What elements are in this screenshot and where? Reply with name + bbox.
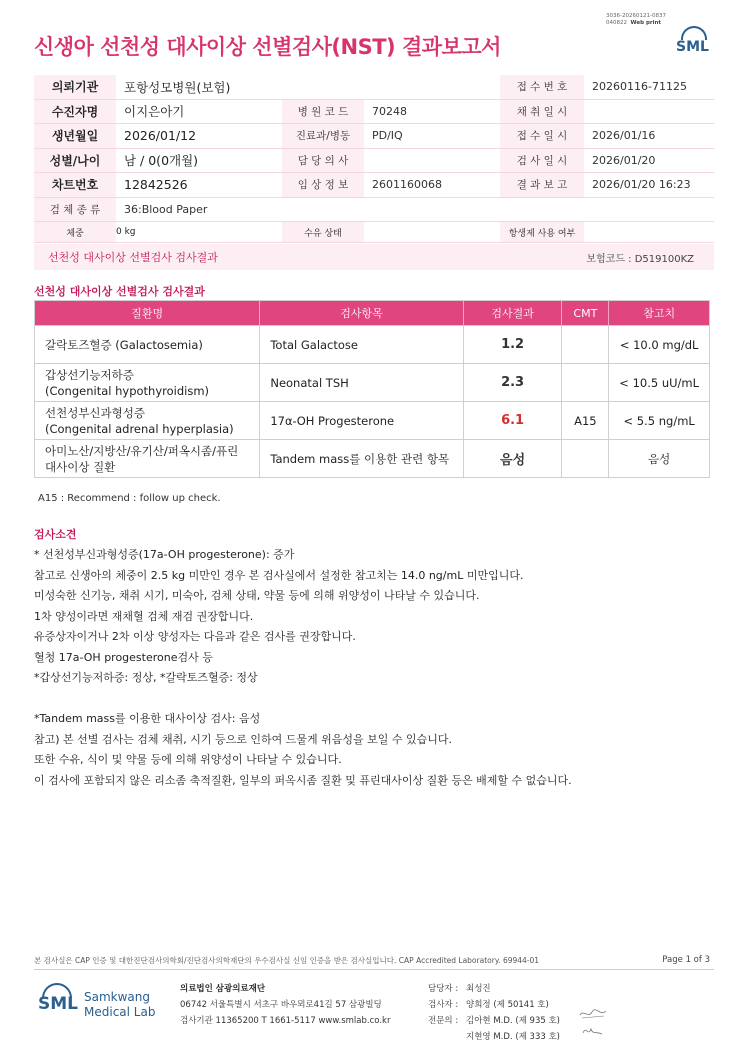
info-value bbox=[364, 149, 372, 173]
sml-logo bbox=[672, 24, 716, 66]
column-header: 참고치 bbox=[643, 307, 676, 320]
info-label: 검 사 일 시 bbox=[500, 149, 584, 173]
info-value bbox=[584, 100, 592, 124]
cmt-code: A15 bbox=[562, 402, 609, 439]
samkwang-logo bbox=[38, 981, 158, 1025]
info-label: 성별/나이 bbox=[34, 149, 116, 173]
info-value: 2026/01/12 bbox=[124, 128, 197, 144]
disease-name bbox=[35, 364, 260, 401]
patient-info-table bbox=[34, 75, 714, 243]
cmt-code bbox=[562, 326, 609, 363]
test-result: 음성 bbox=[464, 440, 563, 477]
info-label: 의뢰기관 bbox=[34, 75, 116, 99]
logo-name-line: Medical Lab bbox=[84, 1005, 156, 1019]
staff-row bbox=[428, 1029, 560, 1045]
logo-text: SML bbox=[676, 39, 709, 55]
doc-id-line: 040822 bbox=[606, 20, 627, 26]
test-item: 17α-OH Progesterone bbox=[260, 402, 463, 439]
staff-role: 검사자 : bbox=[428, 1000, 459, 1010]
test-item: Neonatal TSH bbox=[260, 364, 463, 401]
footer-divider bbox=[34, 969, 714, 970]
reference-range: 음성 bbox=[648, 451, 671, 466]
page-number: Page 1 of 3 bbox=[662, 955, 710, 965]
info-value: 2026/01/20 bbox=[592, 153, 656, 167]
staff-role: 담당자 : bbox=[428, 984, 459, 994]
findings-line: 이 검사에 포함되지 않은 리소좀 축적질환, 일부의 퍼옥시좀 질환 및 퓨린대사이상 질환 등은 배제할 수 없습니다. bbox=[34, 773, 572, 787]
logo-name-line: Samkwang bbox=[84, 990, 150, 1004]
info-value: 2026/01/16 bbox=[592, 129, 656, 143]
info-row bbox=[34, 222, 714, 243]
info-label: 임 상 정 보 bbox=[282, 173, 364, 197]
disease-line: (Congenital hypothyroidism) bbox=[45, 383, 210, 398]
logo-arc-icon bbox=[681, 26, 707, 40]
reference-range: < 10.5 uU/mL bbox=[619, 375, 700, 390]
findings-line: 참고로 신생아의 체중이 2.5 kg 미만인 경우 본 검사실에서 설정한 참고치는 14.0 ng/mL 미만입니다. bbox=[34, 568, 524, 582]
doc-id-line: 3036-20260121-0837 bbox=[606, 13, 666, 19]
disease-line: 갈락토즈혈증 (Galactosemia) bbox=[45, 337, 203, 352]
reference-range: < 10.0 mg/dL bbox=[619, 337, 699, 352]
staff-row bbox=[428, 997, 560, 1013]
column-header: 검사항목 bbox=[260, 301, 463, 325]
results-section-title: 선천성 대사이상 선별검사 검사결과 bbox=[34, 285, 205, 298]
table-row bbox=[35, 363, 709, 401]
info-value: 이지은아기 bbox=[124, 104, 185, 120]
info-row bbox=[34, 149, 714, 174]
info-label: 결 과 보 고 bbox=[500, 173, 584, 197]
info-value: 2601160068 bbox=[372, 178, 442, 192]
web-print-label: Web print bbox=[630, 20, 662, 26]
findings-line: * 선천성부신과형성증(17a-OH progesterone): 증가 bbox=[34, 548, 295, 561]
findings-line: 혈청 17a-OH progesterone검사 등 bbox=[34, 650, 213, 664]
disease-name bbox=[35, 440, 260, 477]
table-row bbox=[35, 401, 709, 439]
info-row bbox=[34, 198, 714, 223]
info-value: 0 kg bbox=[116, 227, 136, 237]
logo-sml-text: SML bbox=[38, 994, 78, 1014]
org-name: 의료법인 삼광의료재단 bbox=[180, 984, 266, 994]
org-address: 06742 서울특별시 서초구 바우뫼로41길 57 삼광빌딩 bbox=[180, 1000, 382, 1010]
staff-name: 최성진 bbox=[466, 984, 491, 994]
findings-line bbox=[34, 689, 572, 710]
summary-bar bbox=[34, 244, 714, 270]
column-header: CMT bbox=[562, 301, 609, 325]
info-label: 채 취 일 시 bbox=[500, 100, 584, 124]
info-value: 12842526 bbox=[124, 177, 188, 193]
disease-line: 대사이상 질환 bbox=[45, 459, 116, 474]
info-value: 36:Blood Paper bbox=[124, 202, 208, 216]
info-value: 2026/01/20 16:23 bbox=[592, 178, 691, 192]
page-title: 신생아 선천성 대사이상 선별검사(NST) 결과보고서 bbox=[34, 35, 501, 59]
test-result: 1.2 bbox=[464, 326, 563, 363]
info-row bbox=[34, 75, 714, 100]
findings-line: 또한 수유, 식이 및 약물 등에 의해 위양성이 나타날 수 있습니다. bbox=[34, 753, 342, 766]
info-label: 검 체 종 류 bbox=[34, 198, 116, 222]
findings-line: 1차 양성이라면 재채혈 검체 재검 권장합니다. bbox=[34, 609, 254, 623]
info-label: 차트번호 bbox=[34, 173, 116, 197]
info-value: PD/IQ bbox=[372, 129, 403, 143]
findings-line: 미성숙한 신기능, 채취 시기, 미숙아, 검체 상태, 약물 등에 의해 위양성이 나타날 수 있습니다. bbox=[34, 589, 480, 602]
info-label: 병 원 코 드 bbox=[282, 100, 364, 124]
info-label: 접 수 일 시 bbox=[500, 124, 584, 148]
info-label: 접 수 번 호 bbox=[500, 75, 584, 99]
table-row bbox=[35, 439, 709, 477]
info-label: 수유 상태 bbox=[282, 222, 364, 242]
disease-line: 선천성부신과형성증 bbox=[45, 405, 145, 420]
findings-line: *Tandem mass를 이용한 대사이상 검사: 음성 bbox=[34, 712, 261, 725]
staff-row bbox=[428, 1013, 560, 1029]
staff-name: 양희정 (제 50141 호) bbox=[466, 1000, 549, 1010]
staff-name: 지현영 M.D. (제 333 호) bbox=[466, 1032, 561, 1042]
staff-name: 김아현 M.D. (제 935 호) bbox=[466, 1016, 561, 1026]
info-row bbox=[34, 100, 714, 125]
test-item: Total Galactose bbox=[260, 326, 463, 363]
info-label: 수진자명 bbox=[34, 100, 116, 124]
info-row bbox=[34, 173, 714, 198]
findings-line: 유증상자이거나 2차 이상 양성자는 다음과 같은 검사를 권장합니다. bbox=[34, 630, 356, 643]
staff-info bbox=[428, 981, 560, 1045]
document-id bbox=[606, 13, 666, 27]
reference-range: < 5.5 ng/mL bbox=[623, 413, 695, 428]
info-label: 담 당 의 사 bbox=[282, 149, 364, 173]
findings-line: 참고) 본 선별 검사는 검체 채취, 시기 등으로 인하여 드물게 위음성을 보일 수 있습니다. bbox=[34, 732, 453, 746]
org-contact: 검사기관 11365200 T 1661-5117 www.smlab.co.kr bbox=[180, 1016, 391, 1026]
cmt-code bbox=[562, 440, 609, 477]
disease-line: 아미노산/지방산/유기산/퍼옥시좀/퓨린 bbox=[45, 443, 239, 458]
table-row bbox=[35, 325, 709, 363]
insurance-code: 보험코드 : D519100KZ bbox=[586, 253, 694, 265]
staff-role bbox=[428, 1029, 466, 1045]
info-value: 20260116-71125 bbox=[592, 80, 687, 94]
info-label: 진료과/병동 bbox=[282, 124, 364, 148]
disease-line: 갑상선기능저하증 bbox=[45, 367, 134, 382]
column-header: 질환명 bbox=[35, 301, 260, 325]
cmt-code bbox=[562, 364, 609, 401]
test-result: 2.3 bbox=[464, 364, 563, 401]
table-header bbox=[35, 301, 709, 325]
staff-role: 전문의 : bbox=[428, 1016, 459, 1026]
info-value: 포항성모병원(보험) bbox=[124, 79, 231, 95]
signature-icon bbox=[578, 1007, 608, 1041]
disease-name bbox=[35, 326, 260, 363]
cmt-note: A15 : Recommend : follow up check. bbox=[38, 493, 221, 504]
info-row bbox=[34, 124, 714, 149]
cap-accreditation: 본 검사실은 CAP 인증 및 대한진단검사의학회/진단검사의학재단의 우수검사실 신임 인증을 받은 검사실입니다. CAP Accredited Laboratory. 69944-01 bbox=[34, 956, 540, 965]
info-label: 항생제 사용 여부 bbox=[500, 222, 584, 242]
info-value: 남 / 0(0개월) bbox=[124, 153, 199, 169]
findings-title: 검사소견 bbox=[34, 528, 77, 541]
org-info bbox=[180, 981, 390, 1029]
results-table bbox=[34, 300, 710, 478]
disease-name bbox=[35, 402, 260, 439]
findings-text bbox=[34, 545, 572, 791]
staff-row bbox=[428, 981, 560, 997]
info-value: 70248 bbox=[372, 104, 407, 118]
findings-line: *갑상선기능저하증: 정상, *갈락토즈혈증: 정상 bbox=[34, 671, 258, 684]
summary-title: 선천성 대사이상 선별검사 검사결과 bbox=[48, 251, 218, 264]
column-header: 검사결과 bbox=[464, 301, 563, 325]
test-item: Tandem mass를 이용한 관련 항목 bbox=[260, 440, 463, 477]
info-label: 생년월일 bbox=[34, 124, 116, 148]
test-result-abnormal: 6.1 bbox=[464, 402, 563, 439]
disease-line: (Congenital adrenal hyperplasia) bbox=[45, 421, 234, 436]
info-label: 체중 bbox=[34, 222, 116, 242]
